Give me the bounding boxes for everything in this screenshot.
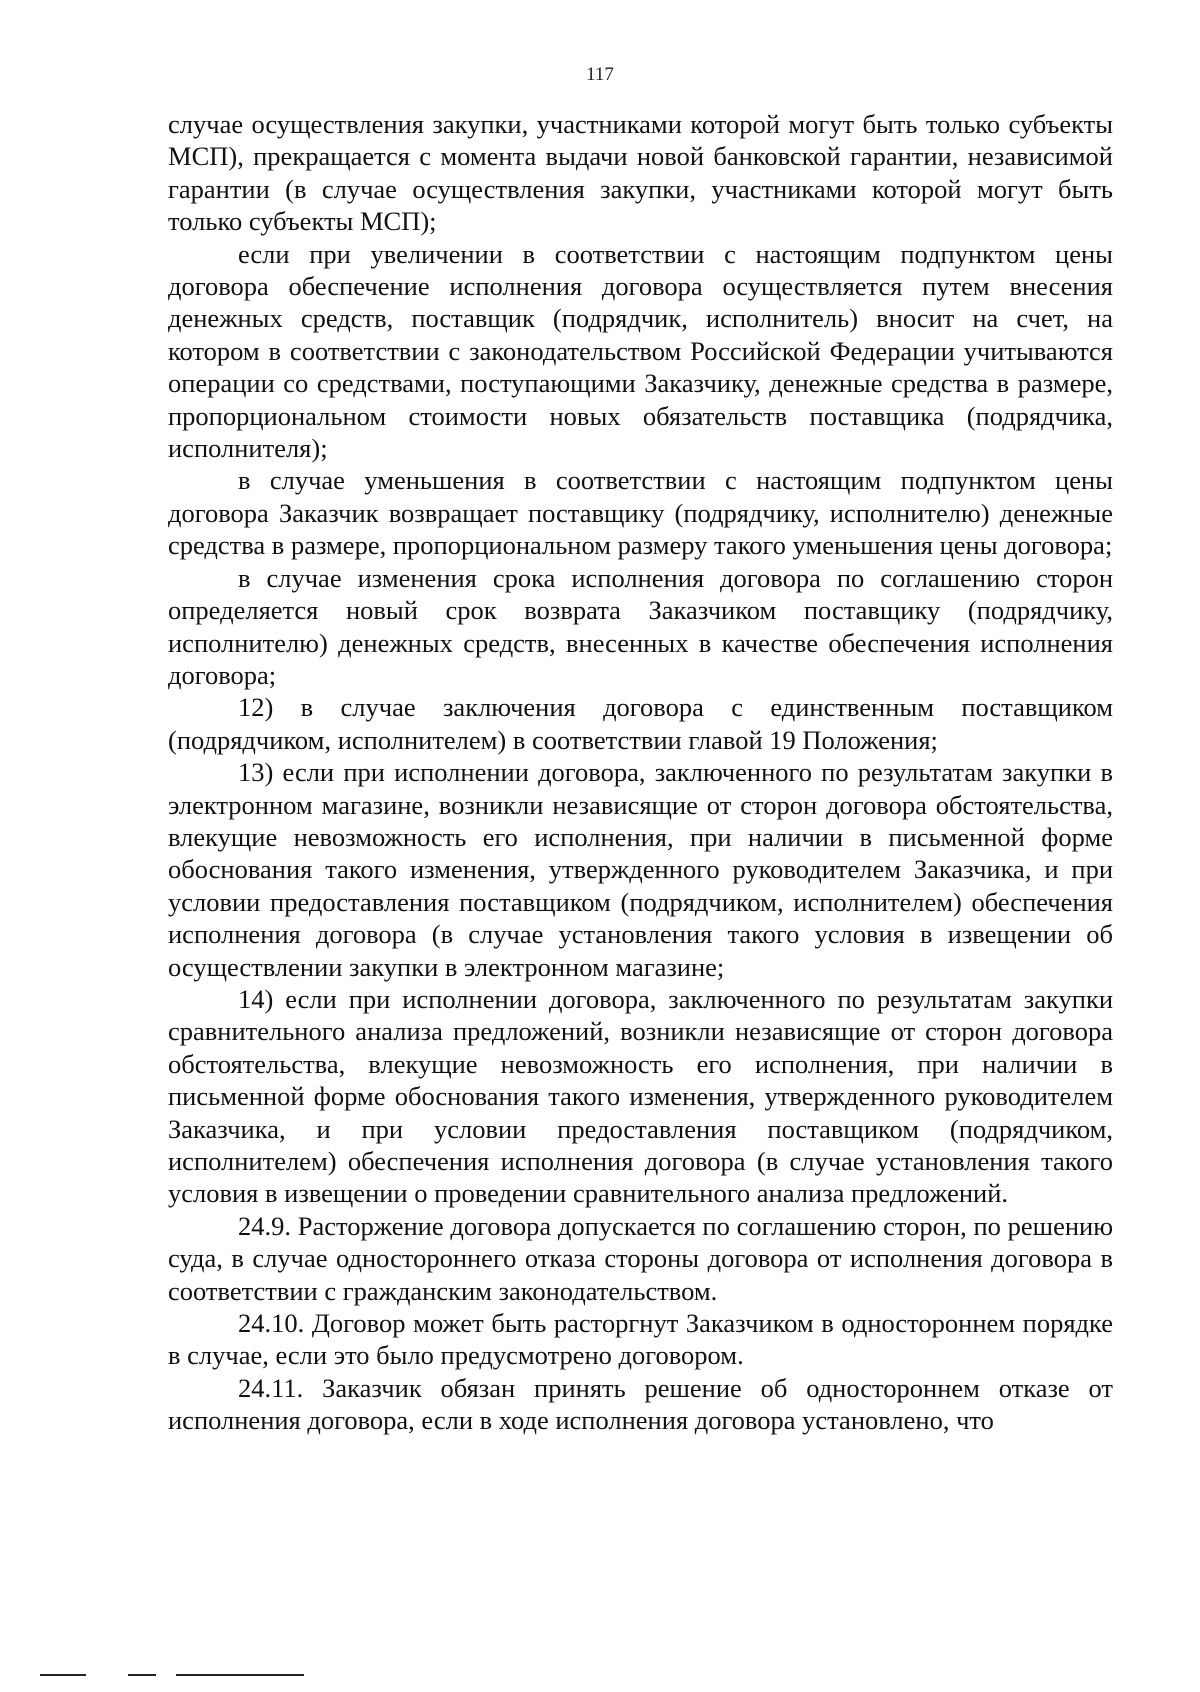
scan-artifact-line	[128, 1674, 156, 1676]
page-number: 117	[586, 64, 614, 85]
paragraph: 12) в случае заключения договора с единственным поставщиком (подрядчиком, исполнителем) в соответствии главой 19 Положения;	[168, 692, 1113, 755]
paragraph: 13) если при исполнении договора, заключенного по результатам закупки в электронном магазине, возникли независящие от сторон договора обстоятельства, влекущие невозможность его исполнения, при наличии в письменной форме обоснования такого изменения, утвержденного руководителем Заказчика, и при условии предоставления поставщиком (подрядчиком, исполнителем) обеспечения исполнения договора (в случае установления такого условия в извещении об осуществлении закупки в электронном магазине;	[168, 757, 1113, 982]
body-text	[168, 108, 1113, 1437]
paragraph: в случае уменьшения в соответствии с настоящим подпунктом цены договора Заказчик возвращает поставщику (подрядчику, исполнителю) денежные средства в размере, пропорциональном размеру такого уменьшения цены договора;	[168, 465, 1113, 561]
paragraph: 24.10. Договор может быть расторгнут Заказчиком в одностороннем порядке в случае, если это было предусмотрено договором.	[168, 1308, 1113, 1371]
paragraph: 24.9. Расторжение договора допускается по соглашению сторон, по решению суда, в случае одностороннего отказа стороны договора от исполнения договора в соответствии с гражданским законодательством.	[168, 1210, 1113, 1306]
paragraph: 14) если при исполнении договора, заключенного по результатам закупки сравнительного анализа предложений, возникли независящие от сторон договора обстоятельства, влекущие невозможность его исполнения, при наличии в письменной форме обоснования такого изменения, утвержденного руководителем Заказчика, и при условии предоставления поставщиком (подрядчиком, исполнителем) обеспечения исполнения договора (в случае установления такого условия в извещении о проведении сравнительного анализа предложений.	[168, 983, 1113, 1209]
paragraph: случае осуществления закупки, участниками которой могут быть только субъекты МСП), прекращается с момента выдачи новой банковской гарантии, независимой гарантии (в случае осуществления закупки, участниками которой могут быть только субъекты МСП);	[168, 109, 1113, 237]
scan-artifact-line	[40, 1674, 86, 1676]
paragraph: в случае изменения срока исполнения договора по соглашению сторон определяется новый срок возврата Заказчиком поставщику (подрядчику, исполнителю) денежных средств, внесенных в качестве обеспечения исполнения договора;	[168, 562, 1113, 690]
paragraph: 24.11. Заказчик обязан принять решение об одностороннем отказе от исполнения договора, если в ходе исполнения договора установлено, что	[168, 1372, 1113, 1436]
scan-artifact-line	[176, 1674, 304, 1676]
paragraph: если при увеличении в соответствии с настоящим подпунктом цены договора обеспечение исполнения договора осуществляется путем внесения денежных средств, поставщик (подрядчик, исполнитель) вносит на счет, на котором в соответствии с законодательством Российской Федерации учитываются операции со средствами, поступающими Заказчику, денежные средства в размере, пропорциональном стоимости новых обязательств поставщика (подрядчика, исполнителя);	[168, 238, 1113, 464]
